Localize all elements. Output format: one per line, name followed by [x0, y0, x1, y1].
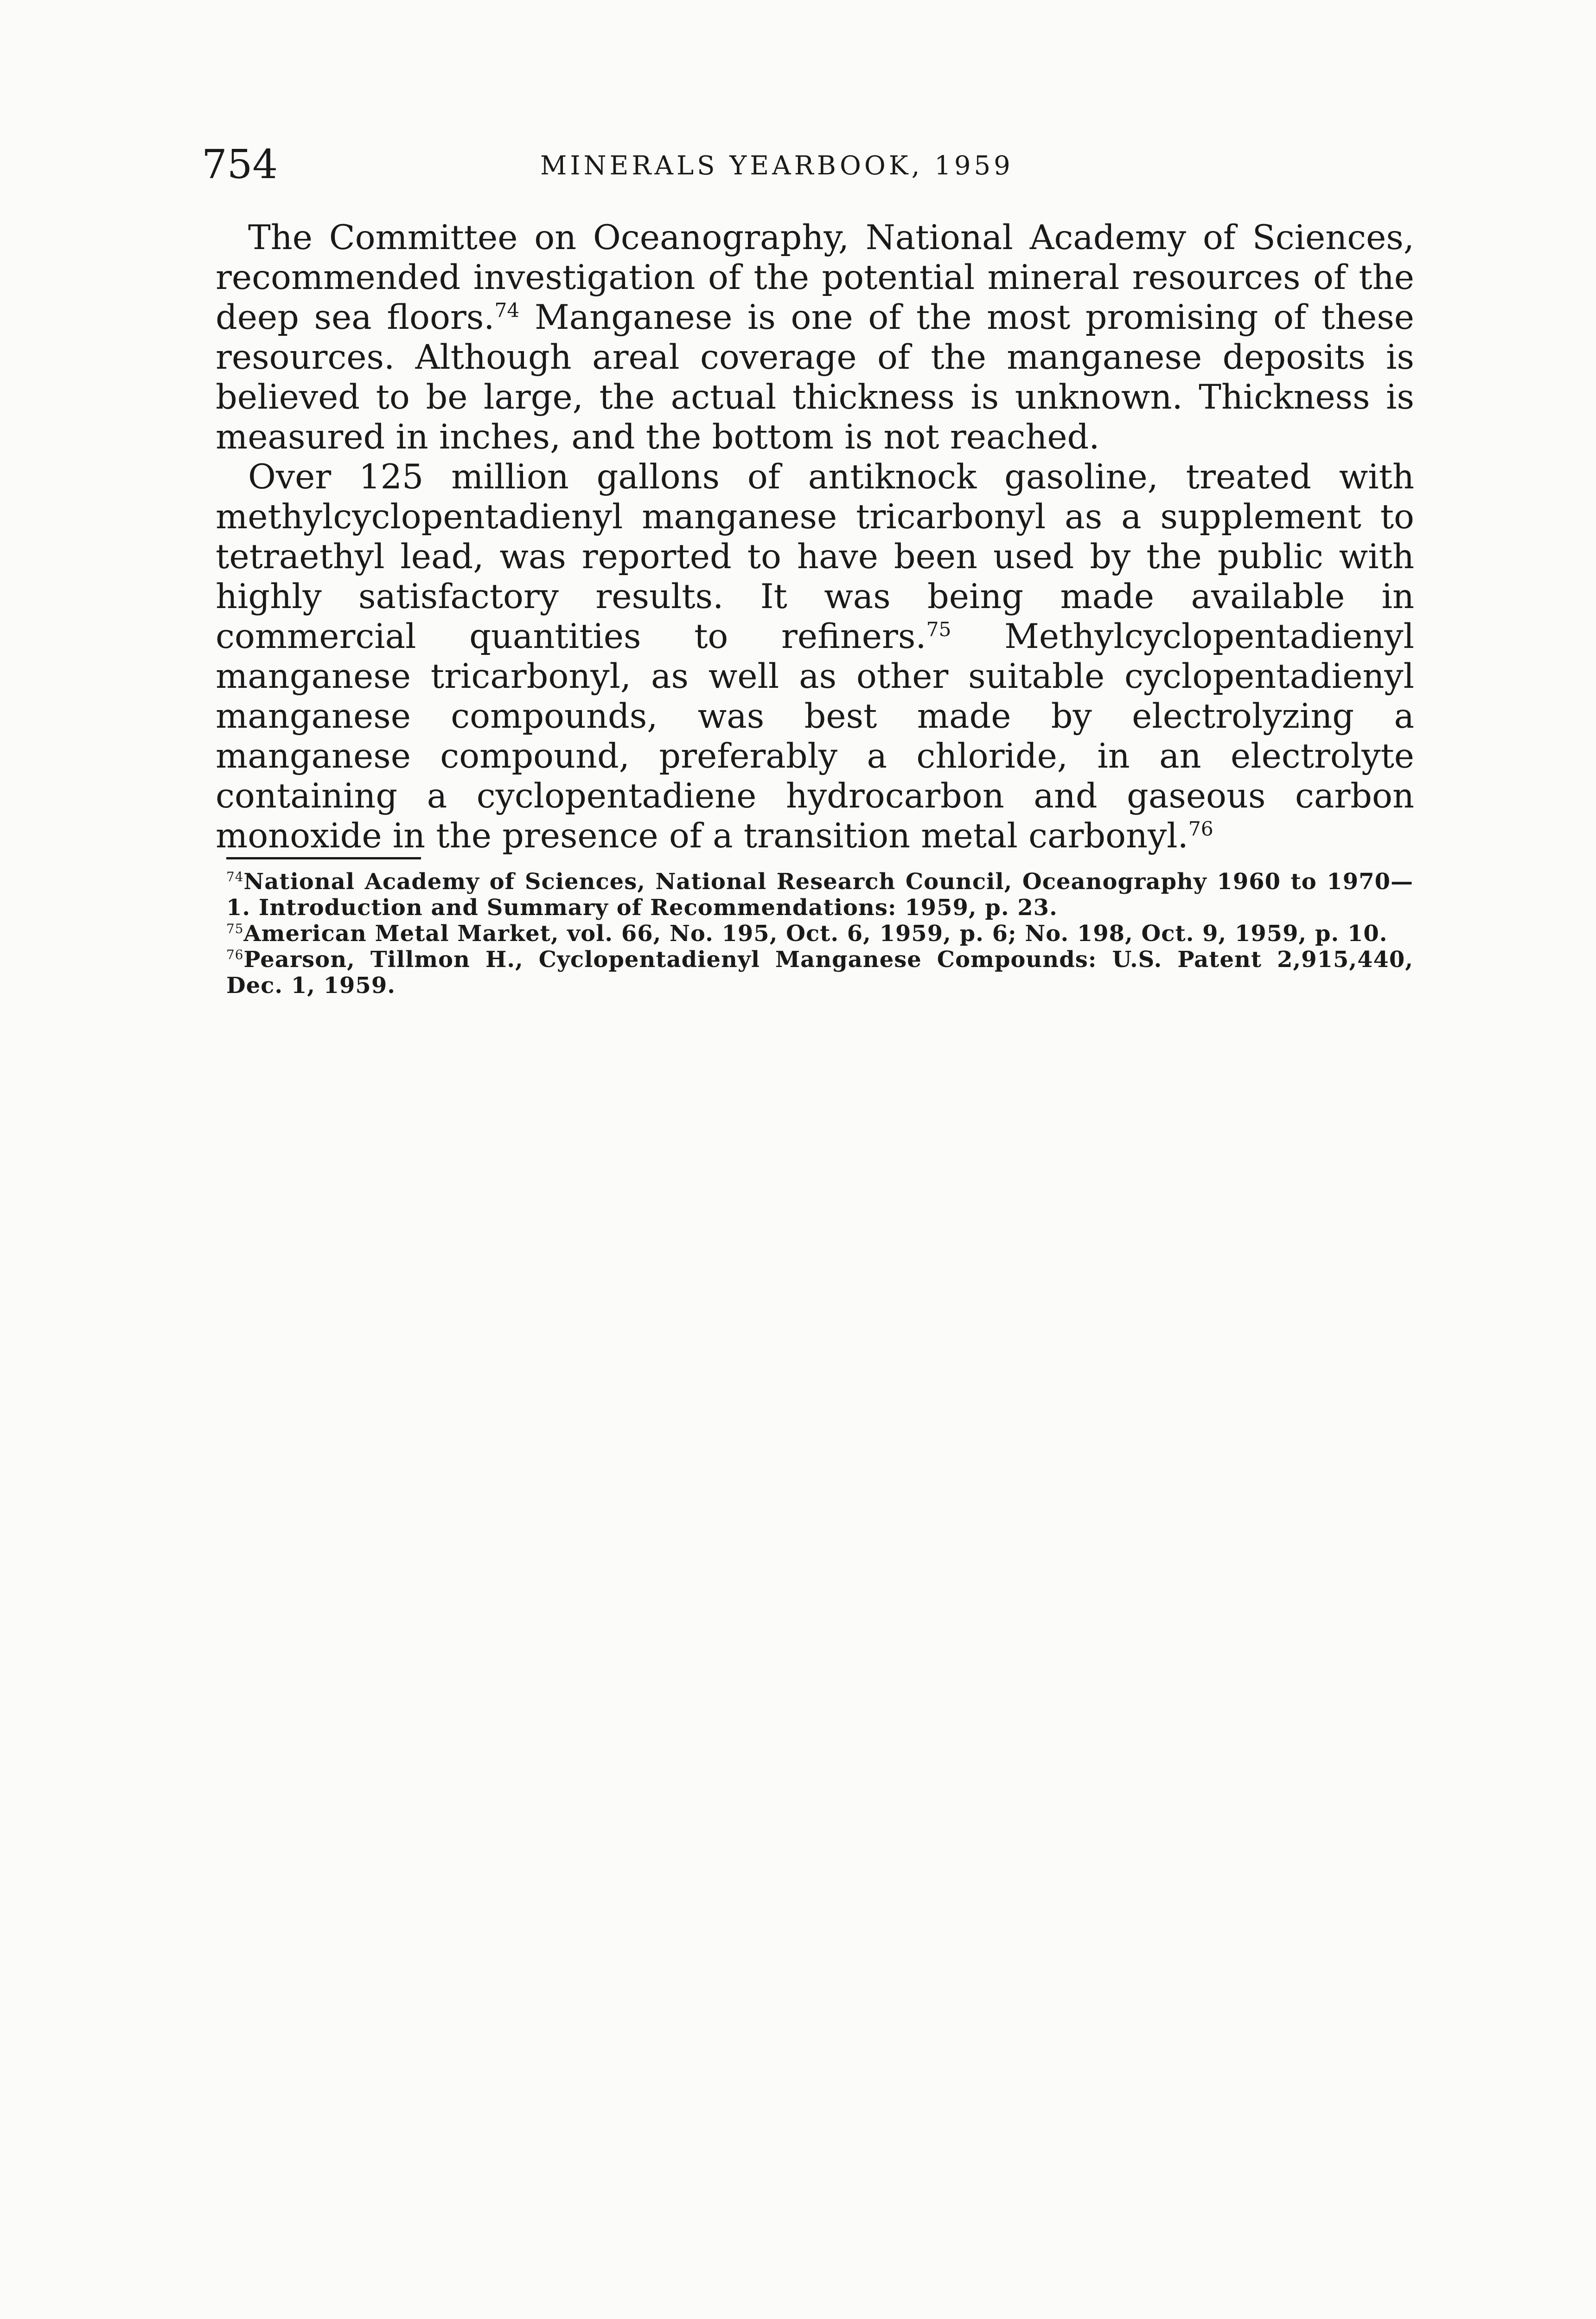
footnote-text: American Metal Market, vol. 66, No. 195, Oct. 6, 1959, p. 6; No. 198, Oct. 9, 1959, p. 10. [243, 921, 1388, 947]
paragraph-text: The Committee on Oceanography, National Academy of Sciences, recommended investigation of the potential mineral resources of the deep sea floors. [216, 218, 1414, 337]
footnotes [226, 857, 1413, 999]
paragraph-antiknock [216, 457, 1414, 856]
footnote-marker: 74 [226, 869, 244, 884]
paragraph-text: Over 125 million gallons of antiknock gasoline, treated with methylcyclopentadienyl manganese tricarbonyl as a supplement to tetraethyl lead, was reported to have been used by the public with highly satisfactory results. It was being made available in commercial quantities to refiners. [216, 457, 1414, 656]
footnote [226, 947, 1413, 999]
page-header [202, 139, 1430, 190]
footnote-divider [226, 857, 421, 859]
paragraph-text: Manganese is one of the most promising of these resources. Although areal coverage of the manganese deposits is believed to be large, the actual thickness is unknown. Thickness is measured in inches, and the bottom is not reached. [216, 298, 1414, 457]
paragraph-oceanography [216, 218, 1414, 457]
running-title: MINERALS YEARBOOK, 1959 [540, 151, 1014, 181]
body-text [216, 218, 1414, 856]
footnote [226, 921, 1413, 947]
footnote-text: Pearson, Tillmon H., Cyclopentadienyl Manganese Compounds: U.S. Patent 2,915,440, Dec. 1, 1959. [226, 947, 1413, 999]
footnote-marker: 75 [226, 921, 244, 936]
footnote [226, 869, 1413, 921]
footnote-marker: 76 [226, 947, 244, 962]
footnote-reference: 74 [494, 299, 520, 322]
footnote-reference: 75 [926, 618, 951, 641]
footnote-text: National Academy of Sciences, National Research Council, Oceanography 1960 to 1970—1. Introduction and Summary of Recommendations: 1959, p. 23. [226, 869, 1413, 921]
footnote-reference: 76 [1188, 817, 1213, 840]
paragraph-text: Methylcyclopentadienyl manganese tricarbonyl, as well as other suitable cyclopentadienyl manganese compounds, was best made by electrolyzing a manganese compound, preferably a chloride, in an electrolyte containing a cyclopentadiene hydrocarbon and gaseous carbon monoxide in the presence of a transition metal carbonyl. [216, 617, 1414, 856]
page-number: 754 [202, 141, 278, 188]
